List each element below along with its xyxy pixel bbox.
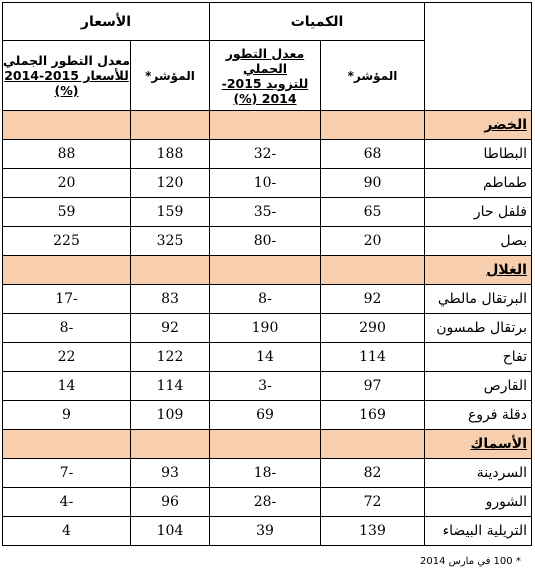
product-name: فلفل حار: [425, 198, 532, 227]
quantity-index: 90: [321, 169, 425, 198]
quantity-rate-line-3: 2014 (%): [233, 90, 297, 106]
price-index: 96: [131, 488, 210, 517]
table-row: [3, 285, 532, 314]
product-name: التريلية البيضاء: [425, 517, 532, 546]
quantity-index: 97: [321, 372, 425, 401]
product-name: القارص: [425, 372, 532, 401]
price-rate: 14: [3, 372, 131, 401]
quantity-rate: -8: [210, 285, 321, 314]
price-index-header: المؤشر*: [131, 41, 210, 111]
quantity-rate: -35: [210, 198, 321, 227]
quantity-index: 20: [321, 227, 425, 256]
quantity-rate-line-1: معدل التطور الجملي: [225, 45, 305, 76]
product-name: البطاطا: [425, 140, 532, 169]
price-index: 109: [131, 401, 210, 430]
table-row: [3, 198, 532, 227]
quantity-index: 68: [321, 140, 425, 169]
product-name: برتقال طمسون: [425, 314, 532, 343]
price-rate-line-1: معدل التطور الجملي: [3, 53, 130, 68]
quantity-index: 82: [321, 459, 425, 488]
section-row: [3, 111, 532, 140]
quantity-rate: 190: [210, 314, 321, 343]
price-rate: -4: [3, 488, 131, 517]
quantity-index: 139: [321, 517, 425, 546]
product-name: تفاح: [425, 343, 532, 372]
product-name: السردينة: [425, 459, 532, 488]
price-rate: 88: [3, 140, 131, 169]
quantity-rate-line-2: للتزويد 2015-: [221, 75, 309, 91]
price-rate: 225: [3, 227, 131, 256]
price-index: 93: [131, 459, 210, 488]
section-row: [3, 256, 532, 285]
price-index: 159: [131, 198, 210, 227]
header-empty-cell: [425, 3, 532, 111]
price-index: 92: [131, 314, 210, 343]
price-quantity-table: [2, 2, 532, 546]
table-row: [3, 343, 532, 372]
quantity-rate: -3: [210, 372, 321, 401]
quantity-index: 114: [321, 343, 425, 372]
product-name: الشورو: [425, 488, 532, 517]
price-rate: 4: [3, 517, 131, 546]
price-rate: 59: [3, 198, 131, 227]
section-title: الأسماك: [425, 430, 532, 459]
price-index: 83: [131, 285, 210, 314]
price-rate-header: [3, 41, 131, 111]
quantity-index: 65: [321, 198, 425, 227]
section-title: الغلال: [425, 256, 532, 285]
table-row: [3, 227, 532, 256]
quantity-rate: -28: [210, 488, 321, 517]
product-name: بصل: [425, 227, 532, 256]
price-rate: 9: [3, 401, 131, 430]
table-row: [3, 401, 532, 430]
price-index: 122: [131, 343, 210, 372]
prices-header: الأسعار: [3, 3, 210, 41]
table-row: [3, 488, 532, 517]
footnote: * 100 في مارس 2014: [420, 556, 521, 567]
price-rate-line-3: (%): [54, 83, 79, 98]
price-rate: -8: [3, 314, 131, 343]
quantity-rate: 39: [210, 517, 321, 546]
price-index: 104: [131, 517, 210, 546]
price-index: 120: [131, 169, 210, 198]
quantities-header: الكميات: [210, 3, 425, 41]
price-rate: 20: [3, 169, 131, 198]
product-name: دقلة فروع: [425, 401, 532, 430]
table-row: [3, 372, 532, 401]
quantity-rate: 69: [210, 401, 321, 430]
quantity-index: 290: [321, 314, 425, 343]
quantity-index: 72: [321, 488, 425, 517]
quantity-index: 169: [321, 401, 425, 430]
table-row: [3, 169, 532, 198]
quantity-rate: -18: [210, 459, 321, 488]
header-row-groups: [3, 3, 532, 41]
product-name: طماطم: [425, 169, 532, 198]
table-row: [3, 314, 532, 343]
product-name: البرتقال مالطي: [425, 285, 532, 314]
quantity-rate: 14: [210, 343, 321, 372]
quantity-rate-header: [210, 41, 321, 111]
quantity-index: 92: [321, 285, 425, 314]
table-row: [3, 140, 532, 169]
quantity-rate: -10: [210, 169, 321, 198]
price-rate: 22: [3, 343, 131, 372]
section-title: الخضر: [425, 111, 532, 140]
price-rate: -7: [3, 459, 131, 488]
table-row: [3, 459, 532, 488]
quantity-rate: -80: [210, 227, 321, 256]
price-rate: -17: [3, 285, 131, 314]
price-index: 325: [131, 227, 210, 256]
price-index: 114: [131, 372, 210, 401]
section-row: [3, 430, 532, 459]
quantity-rate: -32: [210, 140, 321, 169]
price-index: 188: [131, 140, 210, 169]
table-row: [3, 517, 532, 546]
quantity-index-header: المؤشر*: [321, 41, 425, 111]
price-rate-line-2: للأسعار 2015-2014: [4, 68, 129, 83]
